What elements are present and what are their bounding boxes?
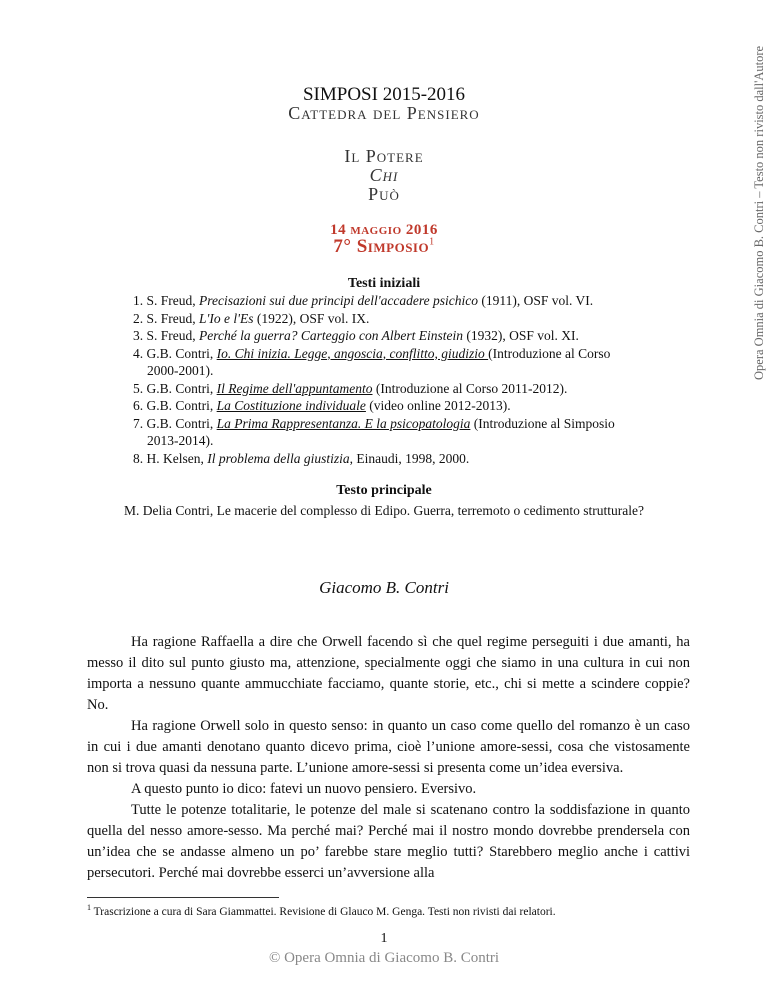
reference-details: (1911), OSF vol. VI. [477,293,594,308]
footnote-mark: 1 [87,903,91,912]
reference-author: 2. S. Freud, [133,310,200,326]
reference-details: (Introduzione al Simposio 2013-2014). [147,415,615,448]
reference-author: 1. S. Freud, [133,293,200,308]
testi-iniziali-heading: Testi iniziali [347,276,421,291]
page-number: 1 [380,931,388,946]
reference-item [133,415,643,450]
body-text [87,632,690,884]
topic-line-2: Chi [369,165,399,185]
reference-details: , Einaudi, 1998, 2000. [349,450,470,466]
side-note: Opera Omnia di Giacomo B. Contri – Testo non rivisto dall'Autore [752,45,766,380]
topic-line-1: Il Potere [344,146,424,166]
footnote-ref[interactable]: 1 [429,236,435,248]
event-date: 14 maggio 2016 [330,222,438,238]
footnote-text: Trascrizione a cura di Sara Giammattei. Revisione di Glauco M. Genga. Testi non rivisti dai relatori. [91,905,556,918]
reference-item [133,345,643,380]
reference-details: (video online 2012-2013). [365,398,511,413]
reference-title-link[interactable]: Io. Chi inizia. Legge, angoscia, conflitto, giudizio [216,345,489,361]
reference-title-link[interactable]: La Costituzione individuale [216,398,366,413]
reference-details: (1932), OSF vol. XI. [462,328,579,343]
reference-details: (Introduzione al Corso 2011-2012). [372,380,568,396]
body-paragraph: Tutte le potenze totalitarie, le potenze del male si scatenano contro la soddisfazione in quanto quella del nesso amore-sesso. Ma perché mai? Perché mai il nostro mondo dovrebbe prendersela con un’idea che se andasse almeno un po’ farebbe stare meglio tutti? Starebbero meglio anche i cattivi persecutori. Perché mai dovrebbe esserci un’avversione alla [87,802,690,881]
reference-item [133,310,643,328]
reference-title: Precisazioni sui due principi dell'accadere psichico [199,293,478,308]
reference-item [133,450,643,468]
reference-title: Perché la guerra? Carteggio con Albert Einstein [199,328,463,343]
body-paragraph: Ha ragione Raffaella a dire che Orwell facendo sì che quel regime perseguiti i due amanti, ha messo il dito sul punto giusto ma, attenzione, specialmente oggi che siamo in una cultura in cui non importa a nessuno quante ammucchiate facciamo, quante storie, etc., chi si mette a scindere coppie? No. [87,634,690,713]
footnote [87,903,707,918]
reference-author: 4. G.B. Contri, [133,345,217,361]
reference-list [133,292,643,467]
reference-title: L'Io e l'Es [199,310,254,326]
testo-principale-heading: Testo principale [336,483,432,498]
reference-author: 6. G.B. Contri, [133,398,217,413]
reference-item [133,380,643,398]
doc-subtitle: Cattedra del Pensiero [288,103,480,123]
reference-title-link[interactable]: La Prima Rappresentanza. E la psicopatologia [216,415,471,431]
reference-title-link[interactable]: Il Regime dell'appuntamento [216,380,373,396]
reference-details: (Introduzione al Corso 2000-2001). [147,345,611,378]
reference-item [133,327,643,345]
footnote-divider [87,897,279,898]
reference-item [133,292,643,310]
event-name: 7° Simposio [333,236,430,257]
reference-author: 8. H. Kelsen, [133,450,208,466]
author-name: Giacomo B. Contri [319,578,449,597]
reference-item [133,397,643,415]
reference-author: 3. S. Freud, [133,328,200,343]
reference-author: 7. G.B. Contri, [133,415,217,431]
reference-author: 5. G.B. Contri, [133,380,217,396]
reference-details: (1922), OSF vol. IX. [253,310,370,326]
topic-line-3: Può [368,184,400,204]
doc-title: SIMPOSI 2015-2016 [302,84,466,105]
reference-title: Il problema della giustizia [207,450,350,466]
event-title [0,236,768,258]
copyright: © Opera Omnia di Giacomo B. Contri [268,950,500,966]
testo-principale-text: M. Delia Contri, Le macerie del complesso di Edipo. Guerra, terremoto o cedimento strutturale? [124,503,644,518]
body-paragraph: Ha ragione Orwell solo in questo senso: in quanto un caso come quello del romanzo è un caso in cui i due amanti denotano quanto dicevo prima, cioè l’unione amore-sessi, cosa che vistosamente non si trova quasi da nessuna parte. L’unione amore-sessi si presenta come un’idea eversiva. [87,718,690,776]
body-paragraph: A questo punto io dico: fatevi un nuovo pensiero. Eversivo. [131,781,477,797]
